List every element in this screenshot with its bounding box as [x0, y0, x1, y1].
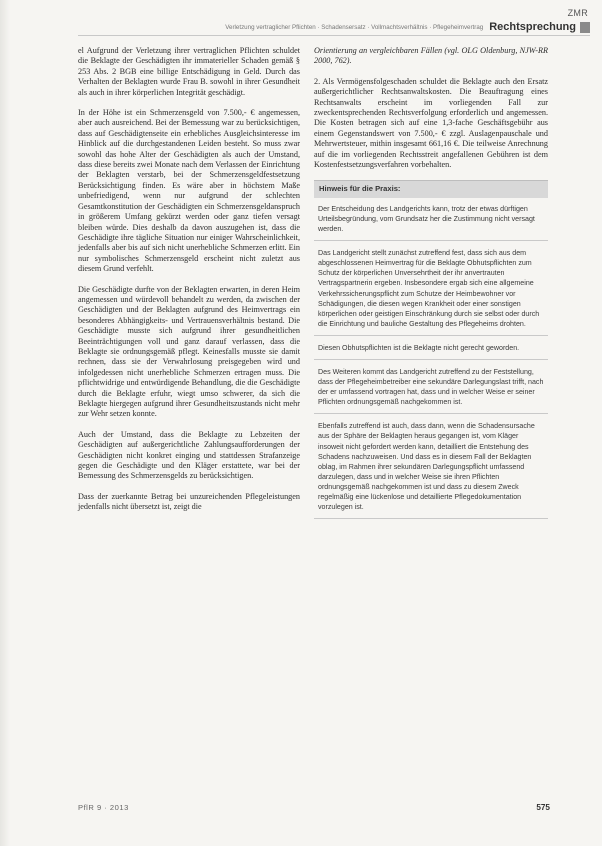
- paragraph: Orientierung an vergleichbaren Fällen (vgl. OLG Oldenburg, NJW-RR 2000, 762).: [314, 46, 548, 66]
- section-marker: [580, 22, 590, 33]
- right-column: [314, 46, 548, 526]
- page-header: [78, 19, 590, 36]
- page-number: 575: [536, 803, 550, 812]
- paragraph: 2. Als Vermögensfolgeschaden schuldet die Beklagte auch den Ersatz außergerichtlicher Rechtsanwaltskosten. Die Beauftragung eines Rechtsanwalts erscheint im vorliegenden Fall zur zweckentsprechenden Rechtsverfolgung erforderlich und angemessen. Die Kosten betragen sich auf eine 1,3-fache Geschäftsgebühr aus einem Gegenstandswert von 7.500,- € zzgl. Auslagenpauschale und Mehrwertsteuer, mithin insgesamt 661,16 €. Die teilweise Anrechnung auf die im vorliegenden Rechtsstreit angefallenen Gebühren ist dem Kostenfestsetzungsverfahren vorbehalten.: [314, 76, 548, 170]
- journal-brand: ZMR: [567, 8, 588, 18]
- practice-note-title: Hinweis für die Praxis:: [314, 181, 548, 197]
- paragraph: el Aufgrund der Verletzung ihrer vertraglichen Pflichten schuldet die Beklagte der Geschädigten ihr immaterieller Schaden gemäß § 253 Abs. 2 BGB eine billige Entschädigung in Geld. Durch das Verhalten der Beklagten wurde Frau B. sowohl in ihrer Gesundheit als auch in ihrer körperlichen Integrität geschädigt.: [78, 46, 300, 97]
- paragraph: In der Höhe ist ein Schmerzensgeld von 7.500,- € angemessen, aber auch ausreichend. Bei der Bemessung war zu berücksichtigen, dass auf Geschädigtenseite ein erhebliches Ausgleichsinteresse im Hinblick auf die durchgestandenen Leiden besteht. So muss zwar sowohl das hohe Alter der Geschädigten als auch der Umstand, dass diese bereits zwei Monate nach dem Verlassen der Einrichtung der Beklagten verstarb, bei der Schmerzensgeldfestsetzung Berücksichtigung finden. Es wäre aber in höchstem Maße unbefriedigend, wenn nur aufgrund der schlechten Gesamtkonstitution der Geschädigten ein Schmerzensgeldanspruch in größerem Umfang gekürzt werden oder ganz tiefen versagt bleiben würde. Dies deshalb da davon auszugehen ist, dass die Geschädigte ihre tägliche Situation nur einiger Wahrscheinlichkeit, jedenfalls aber bis auf sich nicht unerhebliche Schmerzen erlitt. Ein nur symbolisches Schmerzensgeld erscheint nicht zuletzt aus diesem Grund verfehlt.: [78, 108, 300, 274]
- practice-note-box: [314, 180, 548, 519]
- breadcrumb: Verletzung vertraglicher Pflichten · Schadensersatz · Vollmachtsverhältnis · Pflegeheimvertrag: [225, 23, 484, 31]
- journal-issue: PflR 9 · 2013: [78, 803, 129, 812]
- section-title: Rechtsprechung: [489, 21, 576, 33]
- practice-note-paragraph: Diesen Obhutspflichten ist die Beklagte nicht gerecht geworden.: [314, 343, 548, 360]
- left-column: [78, 46, 300, 523]
- practice-note-paragraph: Des Weiteren kommt das Landgericht zutreffend zu der Feststellung, dass der Pflegeheimbetreiber eine sekundäre Darlegungslast trifft, nach der er umfassend vortragen hat, dass und in welcher Weise er seiner Pflichten ordnungsgemäß nachgekommen ist.: [314, 367, 548, 414]
- page-footer: [78, 803, 550, 812]
- paragraph: Dass der zuerkannte Betrag bei unzureichenden Pflegeleistungen jedenfalls nicht übersetzt ist, zeigt die: [78, 491, 300, 512]
- paragraph: Die Geschädigte durfte von der Beklagten erwarten, in deren Heim angemessen und würdevoll behandelt zu werden, da zwischen der Geschädigten und der Beklagten aufgrund des Heimvertrags ein besonderes Abhängigkeits- und Vertrauensverhältnis bestand. Die Geschädigte musste sich aufgrund ihrer gesundheitlichen Beeinträchtigungen voll und ganz darauf verlassen, dass die Beklagte sie ordnungsgemäß pflegt. Keinesfalls musste sie damit rechnen, dass sie der Verwahrlosung preisgegeben wird und infolgedessen nicht unerhebliche Schmerzen ertragen muss. Die pflichtwidrige und entwürdigende Behandlung, die die Geschädigte durch die Beklagte erfuhr, wiegt umso schwerer, da sich die Beklagte hiergegen aufgrund ihrer Gesundheitszustands nicht mehr zur Wehr setzen konnte.: [78, 284, 300, 419]
- practice-note-paragraph: Der Entscheidung des Landgerichts kann, trotz der etwas dürftigen Urteilsbegründung, vom Grundsatz her die Zustimmung nicht versagt werden.: [314, 204, 548, 241]
- page-spine-shadow: [0, 0, 10, 846]
- practice-note-paragraph: Ebenfalls zutreffend ist auch, dass dann, wenn die Schadensursache aus der Sphäre der Beklagten heraus gegangen ist, vom Kläger insoweit nicht gefordert werden kann, detailliert die Entstehung des Schadens nachzuweisen. Und dass es in diesem Fall der Beklagten oblag, im Rahmen ihrer sekundären Darlegungspflicht umfassend darzulegen, dass und in welcher Weise sie ihren Pflichten ordnungsgemäß nachgekommen ist und dass zu diesem Zweck regelmäßig eine lückenlose und detaillierte Pflegedokumentation vorzulegen ist.: [314, 421, 548, 519]
- paragraph: Auch der Umstand, dass die Beklagte zu Lebzeiten der Geschädigten auf außergerichtliche Zahlungsaufforderungen der Geschädigten nicht konkret einging und stattdessen Strafanzeige gegen die Geschädigte und den Kläger erstattete, war bei der Bemessung des Schmerzensgelds zu berücksichtigen.: [78, 429, 300, 481]
- practice-note-paragraph: Das Landgericht stellt zunächst zutreffend fest, dass sich aus dem abgeschlossenen Heimvertrag für die Beklagte Obhutspflichten zum Schutz der körperlichen Unversehrtheit der ihr anvertrauten Vertragspartnerin ergeben. Insbesondere ergab sich eine allgemeine Verkehrssicherungspflicht zum Schutze der Heimbewohner vor Schädigungen, die diesen wegen Krankheit oder einer sonstigen körperlichen oder geistigen Einschränkung durch sie selbst oder durch die Einrichtung und bauliche Gestaltung des Pflegeheims drohten.: [314, 248, 548, 336]
